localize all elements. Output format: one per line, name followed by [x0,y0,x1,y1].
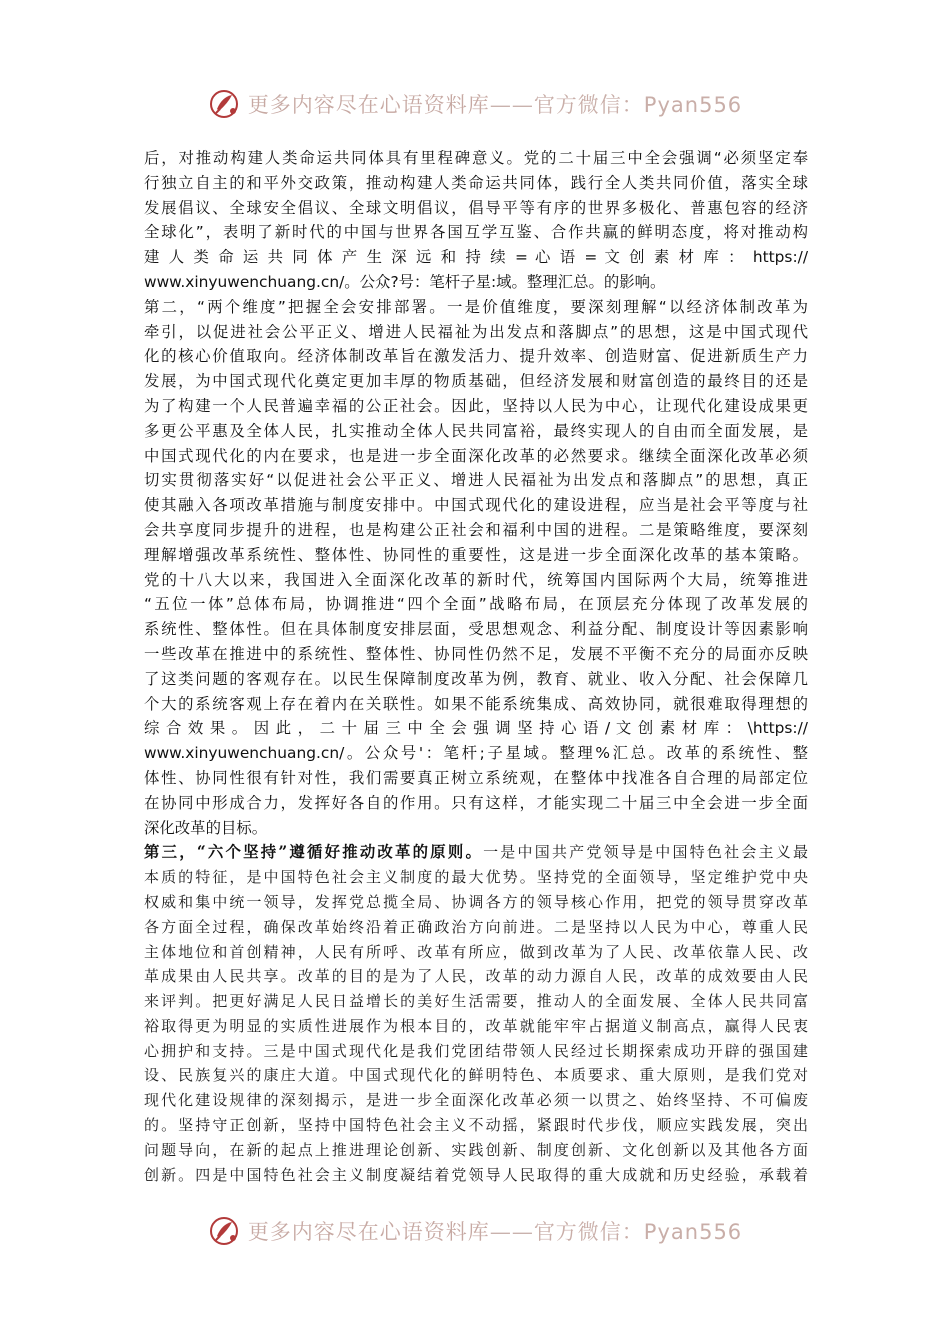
text-line: 综 合 效 果 。 因 此 ， 二 十 届 三 中 全 会 强 调 坚 持 心 语 / 文 创 素 材 库 ： \https:// [144,719,808,738]
text-line: “五位一体”总体布局，协调推进“四个全面”战略布局，在顶层充分体现了改革发展的 [144,595,808,614]
text-line: 革成果由人民共享。改革的目的是为了人民，改革的动力源自人民，改革的成效要由人民 [144,967,808,986]
watermark-wechat: 官方微信：Pyan556 [533,1220,743,1244]
pen-seal-icon [208,1214,242,1248]
watermark-banner-top [0,84,950,124]
text-line: 化的核心价值取向。经济体制改革旨在激发活力、提升效率、创造财富、促进新质生产力 [144,347,808,366]
pen-seal-icon [208,87,242,121]
watermark-wechat: 官方微信：Pyan556 [533,93,743,117]
text-line: 深化改革的目标。 [144,818,268,837]
text-line: 后，对推动构建人类命运共同体具有里程碑意义。党的二十届三中全会强调“必须坚定奉 [144,149,808,167]
paragraphs-serif [144,865,808,1187]
text-line: 的。坚持守正创新，坚持中国特色社会主义不动摇，紧跟时代步伐，顺应实践发展，突出 [144,1116,808,1135]
text-line: 在协同中形成合力，发挥好各自的作用。只有这样，才能实现二十届三中全会进一步全面 [144,793,808,812]
paragraphs-sans [144,146,808,840]
text-line: 全球化”，表明了新时代的中国与世界各国互学互鉴、合作共赢的鲜明态度，将对推动构 [144,223,808,242]
watermark-site: 更多内容尽在心语资料库 [247,93,490,117]
text-line: 个大的系统客观上存在着内在关联性。如果不能系统集成、高效协同，就很难取得理想的 [144,694,808,713]
text-line: 权威和集中统一领导，发挥党总揽全局、协调各方的领导核心作用，把党的领导贯穿改革 [144,892,808,911]
text-line: 建 人 类 命 运 共 同 体 产 生 深 远 和 持 续 = 心 语 = 文 创 素 材 库 ： https:// [144,248,808,267]
watermark-banner-bottom [0,1211,950,1251]
text-line: 体性、协同性很有针对性，我们需要真正树立系统观，在整体中找准各自合理的局部定位 [144,768,808,787]
text-line: 为了构建一个人民普遍幸福的公正社会。因此，坚持以人民为中心，让现代化建设成果更 [144,396,808,415]
text-line: 主体地位和首创精神，人民有所呼、改革有所应，做到改革为了人民、改革依靠人民、改 [144,942,808,961]
text-line: 设、民族复兴的康庄大道。中国式现代化的鲜明特色、本质要求、重大原则，是我们党对 [144,1066,808,1085]
text-line: 会共享度同步提升的进程，也是构建公正社会和福利中国的进程。二是策略维度，要深刻 [144,520,808,539]
text-line: 理解增强改革系统性、整体性、协同性的重要性，这是进一步全面深化改革的基本策略。 [144,545,808,564]
text-line: 各方面全过程，确保改革始终沿着正确政治方向前进。二是坚持以人民为中心，尊重人民 [144,917,808,936]
text-line: 来评判。把更好满足人民日益增长的美好生活需要，推动人的全面发展、全体人民共同富 [144,992,808,1011]
text-line: 使其融入各项改革措施与制度安排中。中国式现代化的建设进程，应当是社会平等度与社 [144,496,808,515]
text-line: 裕取得更为明显的实质性进展作为根本目的，改革就能牢牢占据道义制高点，赢得人民衷 [144,1016,808,1035]
document-body [144,146,808,1187]
text-line: 问题导向，在新的起点上推进理论创新、实践创新、制度创新、文化创新以及其他各方面 [144,1140,808,1159]
text-line: 了这类问题的客观存在。以民生保障制度改革为例，教育、就业、收入分配、社会保障几 [144,669,808,688]
text-line: 本质的特征，是中国特色社会主义制度的最大优势。坚持党的全面领导，坚定维护党中央 [144,868,808,887]
text-line: 行独立自主的和平外交政策，推动构建人类命运共同体，践行全人类共同价值，落实全球 [144,173,808,192]
text-line: 现代化建设规律的深刻揭示，是进一步全面深化改革必须一以贯之、始终坚持、不可偏废 [144,1091,808,1110]
text-line: 党的十八大以来，我国进入全面深化改革的新时代，统筹国内国际两个大局，统筹推进 [144,570,808,589]
text-line: www.xinyuwenchuang.cn/。公众?号：笔杆子星:域。整理汇总。的影响。 [144,272,666,291]
text-line: 创新。四是中国特色社会主义制度凝结着党领导人民取得的重大成就和历史经验，承载着 [144,1165,808,1184]
text-line: www.xinyuwenchuang.cn/。公众号'：笔杆;子星域。整理%汇总。改革的系统性、整 [144,744,808,763]
watermark-text [248,89,742,119]
watermark-site: 更多内容尽在心语资料库 [247,1220,490,1244]
text-line: 牵引，以促进社会公平正义、增进人民福祉为出发点和落脚点”的思想，这是中国式现代 [144,322,808,341]
text-line: 心拥护和支持。三是中国式现代化是我们党团结带领人民经过长期探索成功开辟的强国建 [144,1041,808,1060]
third-point-first-text: 一是中国共产党领导是中国特色社会主义最 [483,843,808,862]
watermark-dash: —— [489,93,534,117]
third-point-first-line [144,840,808,865]
watermark-dash: —— [489,1220,534,1244]
third-point-heading: 第三，“六个坚持”遵循好推动改革的原则。 [144,843,484,862]
watermark-text [248,1216,742,1246]
text-line: 切实贯彻落实好“以促进社会公平正义、增进人民福祉为出发点和落脚点”的思想，真正 [144,471,808,490]
text-line: 一些改革在推进中的系统性、整体性、协同性仍然不足，发展不平衡不充分的局面亦反映 [144,644,808,663]
text-line: 第二，“两个维度”把握全会安排部署。一是价值维度，要深刻理解“以经济体制改革为 [144,297,808,316]
text-line: 发展，为中国式现代化奠定更加丰厚的物质基础，但经济发展和财富创造的最终目的还是 [144,372,808,391]
text-line: 中国式现代化的内在要求，也是进一步全面深化改革的必然要求。继续全面深化改革必须 [144,446,808,465]
text-line: 发展倡议、全球安全倡议、全球文明倡议，倡导平等有序的世界多极化、普惠包容的经济 [144,198,808,217]
text-line: 系统性、整体性。但在具体制度安排层面，受思想观念、利益分配、制度设计等因素影响 [144,620,808,639]
text-line: 多更公平惠及全体人民，扎实推动全体人民共同富裕，最终实现人的自由而全面发展，是 [144,421,808,440]
